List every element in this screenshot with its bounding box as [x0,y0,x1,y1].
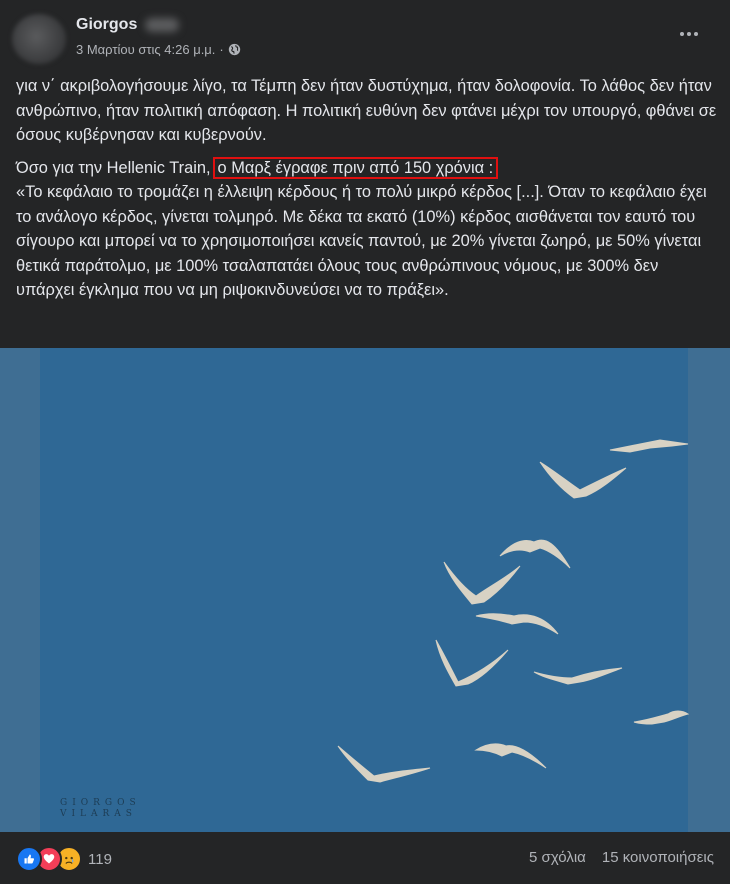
engagement-stats [529,849,714,866]
meta-separator: · [219,42,224,57]
bird [338,746,430,782]
like-reaction-icon [16,846,42,872]
bird [534,668,622,684]
watermark-line-2: VILARAS [60,809,137,819]
post-meta [76,42,241,57]
comments-link[interactable]: 5 σχόλια [529,849,586,866]
flying-birds [0,348,730,832]
post-header [0,0,730,70]
paragraph-2-lead: Όσο για την Hellenic Train, [16,158,211,177]
post-paragraph-1: για ν΄ ακριβολογήσουμε λίγο, τα Τέμπη δεν ήταν δυστύχημα, ήταν δολοφονία. Το λάθος δεν ήταν ανθρώπινο, ήταν πολιτική απόφαση. Η πολιτική ευθύνη δεν φτάνει μέχρι τον υπουργό, φθάνει σε όσους κυβέρνησαν και κυβερνούν. [16,77,717,144]
bird [444,562,520,604]
reactions-summary[interactable] [16,846,112,872]
bird [540,462,626,498]
bird [500,540,570,568]
post-body [16,74,721,303]
avatar[interactable] [12,14,66,64]
post-photo[interactable] [0,348,730,832]
reaction-count[interactable]: 119 [88,850,112,868]
bird [476,744,546,768]
marx-quote: «Το κεφάλαιο το τρομάζει η έλλειψη κέρδους ή το πολύ μικρό κέρδος [...]. Όταν το κεφάλαιο έχει το ανάλογο κέρδος, γίνεται τολμηρό. Με δέκα τα εκατό (10%) κέρδος αισθάνεται τον εαυτό του σίγουρο και μπορεί να το χρησιμοποιήσει κανείς παντού, με 20% γίνεται ζωηρό, με 50% γίνεται θετικά παράτολμο, με 100% τσαλαπατάει όλους τους ανθρώπινους νόμους, με 300% δεν υπάρχει έγκλημα που να μη ριψοκινδυνεύσει να το πράξει». [16,183,707,299]
photographer-watermark [60,798,141,820]
shares-link[interactable]: 15 κοινοποιήσεις [601,849,714,866]
post-footer [0,832,730,884]
post-timestamp[interactable]: 3 Μαρτίου στις 4:26 μ.μ. [76,42,216,57]
highlighted-quote-intro: ο Μαρξ έγραφε πριν από 150 χρόνια : [213,157,499,179]
bird [436,640,508,686]
more-options-icon[interactable] [674,24,704,44]
bird [476,614,558,634]
blurred-surname [145,18,179,32]
watermark-line-1: GIORGOS [60,798,141,808]
bird [634,711,688,724]
author-name[interactable]: Giorgos [76,16,138,33]
bird [610,440,688,452]
globe-icon [228,43,241,56]
post-paragraph-2 [16,156,721,303]
author-row [76,16,179,34]
